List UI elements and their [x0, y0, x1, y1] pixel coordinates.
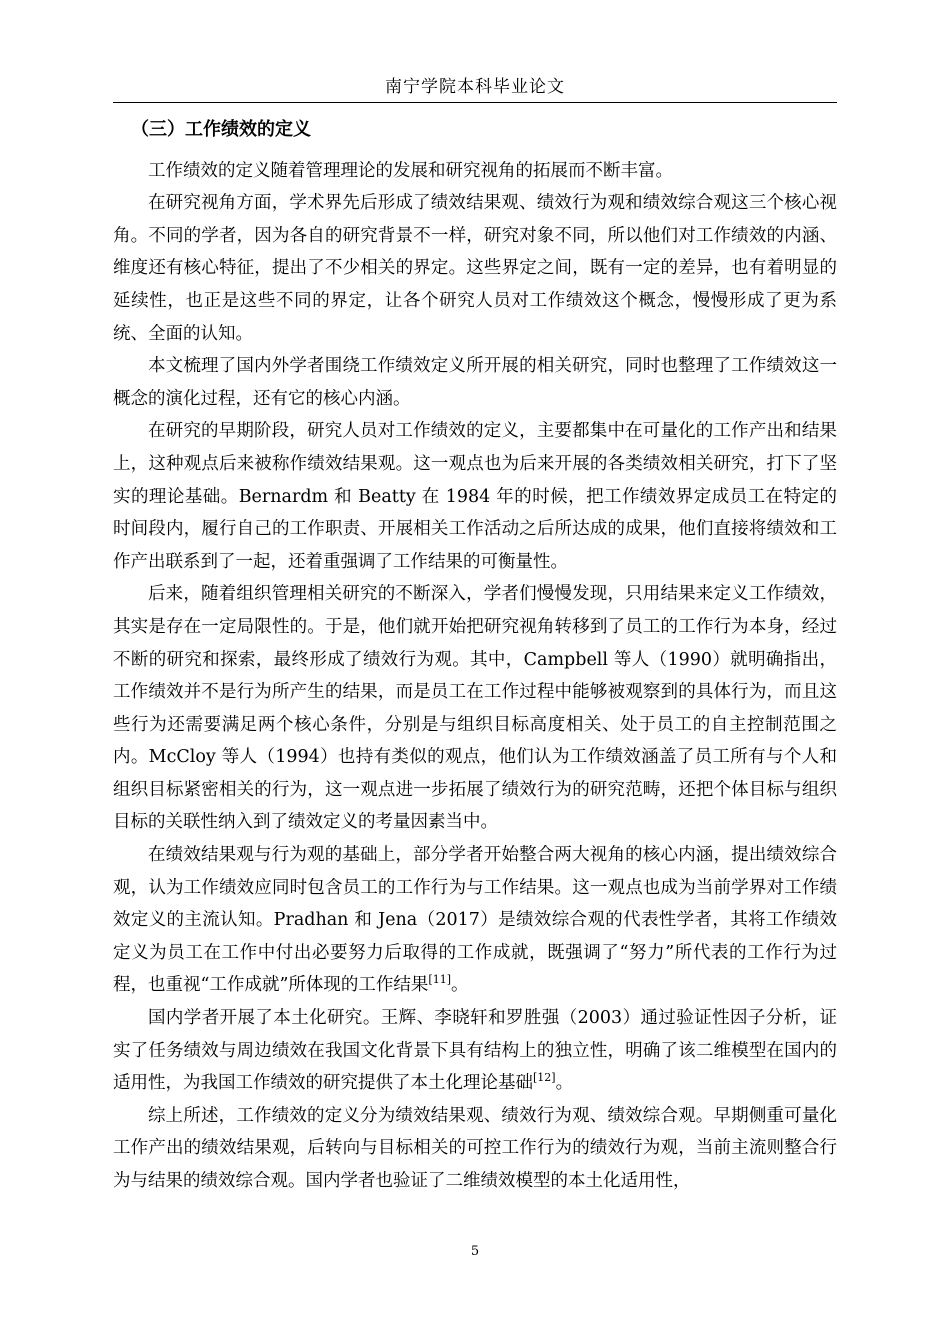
paragraph-4 [113, 415, 837, 578]
paragraph-5 [113, 578, 837, 839]
paragraph-7 [113, 1002, 837, 1100]
paragraph-tail: 。 [451, 975, 469, 996]
paragraph-text: 综上所述，工作绩效的定义分为绩效结果观、绩效行为观、绩效综合观。早期侧重可量化工作产出的绩效结果观，后转向与目标相关的可控工作行为的绩效行为观，当前主流则整合行为与结果的绩效综合观。国内学者也验证了二维绩效模型的本土化适用性， [113, 1105, 837, 1191]
paragraph-text: 工作绩效的定义随着管理理论的发展和研究视角的拓展而不断丰富。 [148, 160, 673, 181]
page-number: 5 [470, 1244, 480, 1259]
paragraph-text: 在研究的早期阶段，研究人员对工作绩效的定义，主要都集中在可量化的工作产出和结果上，这种观点后来被称作绩效结果观。这一观点也为后来开展的各类绩效相关研究，打下了坚实的理论基础。Bernardm 和 Beatty 在 1984 年的时候，把工作绩效界定成员工在特定的时间段内，履行自己的工作职责、开展相关工作活动之后所达成的成果，他们直接将绩效和工作产出联系到了一起，还着重强调了工作结果的可衡量性。 [113, 421, 837, 572]
section-heading: （三）工作绩效的定义 [131, 119, 311, 140]
paragraph-2 [113, 187, 837, 350]
document-body [113, 114, 837, 1198]
citation-marker: [11] [428, 973, 451, 987]
paragraph-text: 在研究视角方面，学术界先后形成了绩效结果观、绩效行为观和绩效综合观这三个核心视角。不同的学者，因为各自的研究背景不一样，研究对象不同，所以他们对工作绩效的内涵、维度还有核心特征，提出了不少相关的界定。这些界定之间，既有一定的差异，也有着明显的延续性，也正是这些不同的界定，让各个研究人员对工作绩效这个概念，慢慢形成了更为系统、全面的认知。 [113, 193, 837, 344]
paragraph-text: 后来，随着组织管理相关研究的不断深入，学者们慢慢发现，只用结果来定义工作绩效，其实是存在一定局限性的。于是，他们就开始把研究视角转移到了员工的工作行为本身，经过不断的研究和探索，最终形成了绩效行为观。其中，Campbell 等人（1990）就明确指出，工作绩效并不是行为所产生的结果，而是员工在工作过程中能够被观察到的具体行为，而且这些行为还需要满足两个核心条件，分别是与组织目标高度相关、处于员工的自主控制范围之内。McCloy 等人（1994）也持有类似的观点，他们认为工作绩效涵盖了员工所有与个人和组织目标紧密相关的行为，这一观点进一步拓展了绩效行为的研究范畴，还把个体目标与组织目标的关联性纳入到了绩效定义的考量因素当中。 [113, 584, 837, 833]
header-divider [113, 102, 837, 103]
paragraph-6 [113, 839, 837, 1002]
paragraph-text: 国内学者开展了本土化研究。王辉、李晓轩和罗胜强（2003）通过验证性因子分析，证实了任务绩效与周边绩效在我国文化背景下具有结构上的独立性，明确了该二维模型在国内的适用性，为我国工作绩效的研究提供了本土化理论基础 [113, 1008, 837, 1094]
paragraph-text: 本文梳理了国内外学者围绕工作绩效定义所开展的相关研究，同时也整理了工作绩效这一概念的演化过程，还有它的核心内涵。 [113, 356, 837, 409]
paragraph-tail: 。 [555, 1073, 574, 1094]
paragraph-1 [113, 155, 837, 188]
paragraph-8 [113, 1100, 837, 1198]
page-header: 南宁学院本科毕业论文 [385, 77, 565, 97]
paragraph-3 [113, 350, 837, 415]
paragraph-text: 在绩效结果观与行为观的基础上，部分学者开始整合两大视角的核心内涵，提出绩效综合观，认为工作绩效应同时包含员工的工作行为与工作结果。这一观点也成为当前学界对工作绩效定义的主流认知。Pradhan 和 Jena（2017）是绩效综合观的代表性学者，其将工作绩效定义为员工在工作中付出必要努力后取得的工作成就，既强调了“努力”所代表的工作行为过程，也重视“工作成就”所体现的工作结果 [113, 845, 837, 996]
citation-marker: [12] [533, 1071, 556, 1085]
